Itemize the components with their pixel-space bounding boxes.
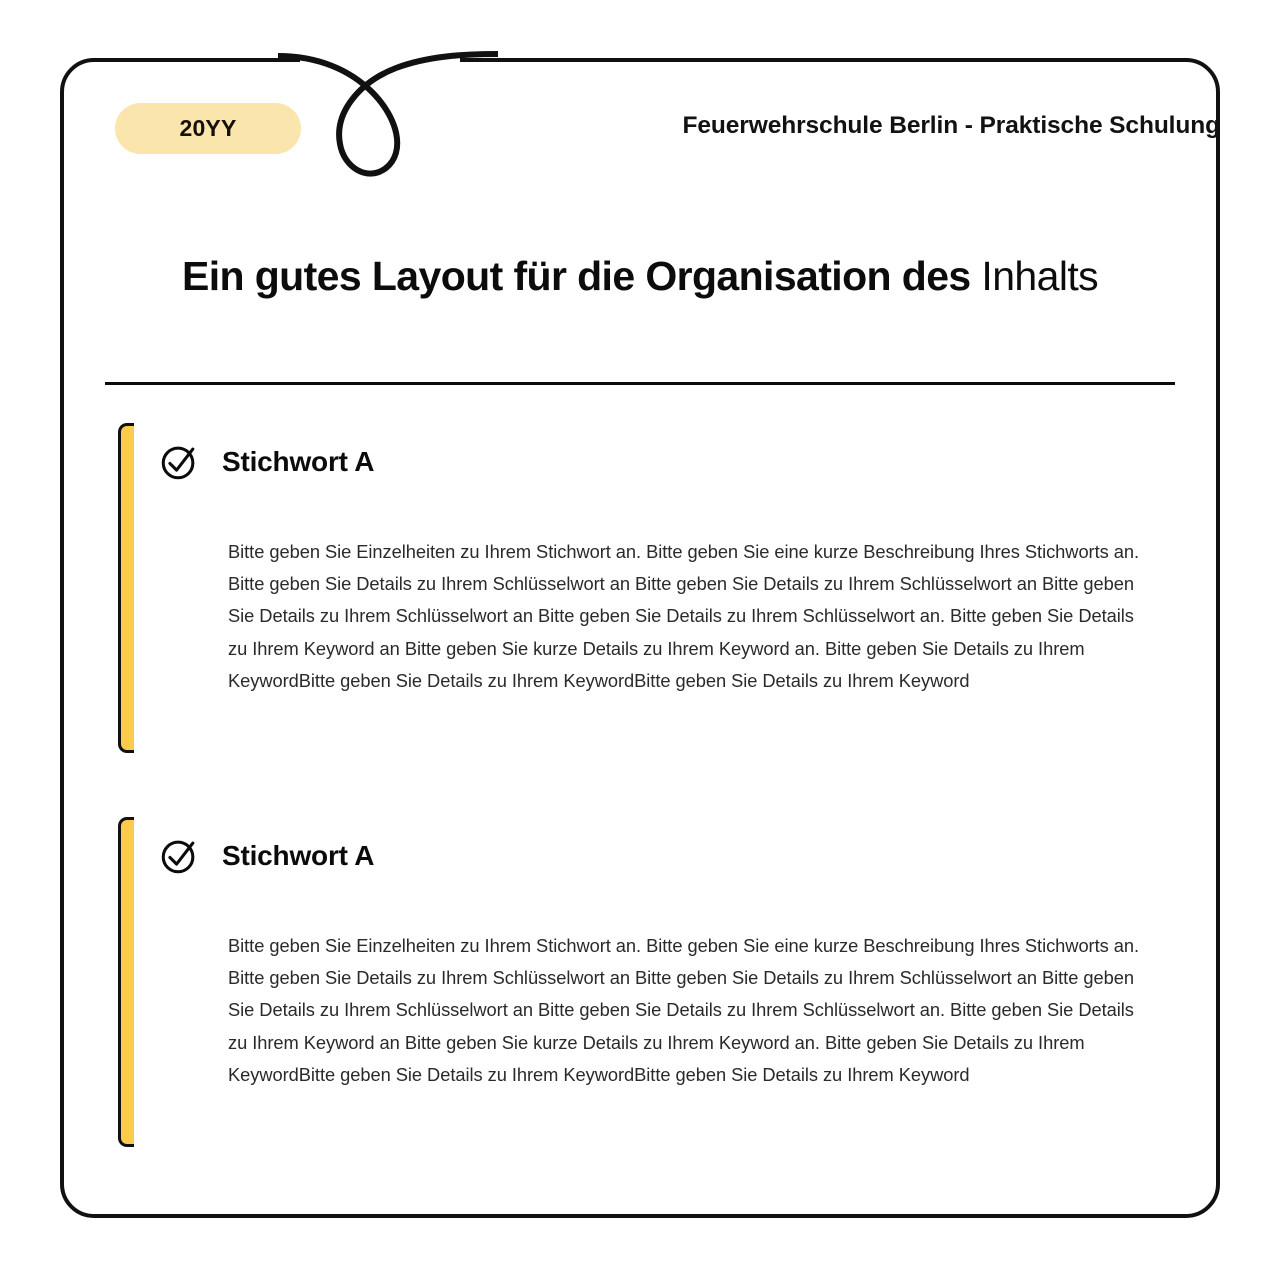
section-title-2: Stichwort A (222, 840, 375, 871)
header-subtitle: Feuerwehrschule Berlin - Praktische Schulung (682, 112, 1220, 139)
year-badge-label: 20YY (179, 115, 237, 141)
section-body-2: Bitte geben Sie Einzelheiten zu Ihrem Stichwort an. Bitte geben Sie eine kurze Beschreibung Ihres Stichworts an. Bitte geben Sie Details zu Ihrem Schlüsselwort an Bitte geben Sie Details zu Ihrem Schlüsselwort an Bitte geben Sie Details zu Ihrem Schlüsselwort an Bitte geben Sie Details zu Ihrem Schlüsselwort an. Bitte geben Sie Details zu Ihrem Keyword an Bitte geben Sie kurze Details zu Ihrem Keyword an. Bitte geben Sie Details zu Ihrem KeywordBitte geben Sie Details zu Ihrem KeywordBitte geben Sie Details zu Ihrem Keyword (228, 935, 1140, 1085)
check-circle-icon (158, 835, 200, 877)
accent-bar-2 (118, 817, 134, 1147)
section-header-2 (158, 835, 374, 877)
check-circle-icon (158, 441, 200, 483)
top-border-gap (300, 44, 460, 74)
section-body-1: Bitte geben Sie Einzelheiten zu Ihrem Stichwort an. Bitte geben Sie eine kurze Beschreibung Ihres Stichworts an. Bitte geben Sie Details zu Ihrem Schlüsselwort an Bitte geben Sie Details zu Ihrem Schlüsselwort an Bitte geben Sie Details zu Ihrem Schlüsselwort an Bitte geben Sie Details zu Ihrem Schlüsselwort an. Bitte geben Sie Details zu Ihrem Keyword an Bitte geben Sie kurze Details zu Ihrem Keyword an. Bitte geben Sie Details zu Ihrem KeywordBitte geben Sie Details zu Ihrem KeywordBitte geben Sie Details zu Ihrem Keyword (228, 541, 1140, 691)
page-title-light: Inhalts (970, 253, 1099, 299)
title-divider (105, 382, 1175, 385)
section-title-1: Stichwort A (222, 446, 375, 477)
year-badge (115, 103, 301, 154)
section-header-1 (158, 441, 374, 483)
accent-bar-1 (118, 423, 134, 753)
page-title-strong: Ein gutes Layout für die Organisation des (181, 253, 971, 299)
page-title (0, 252, 1280, 300)
